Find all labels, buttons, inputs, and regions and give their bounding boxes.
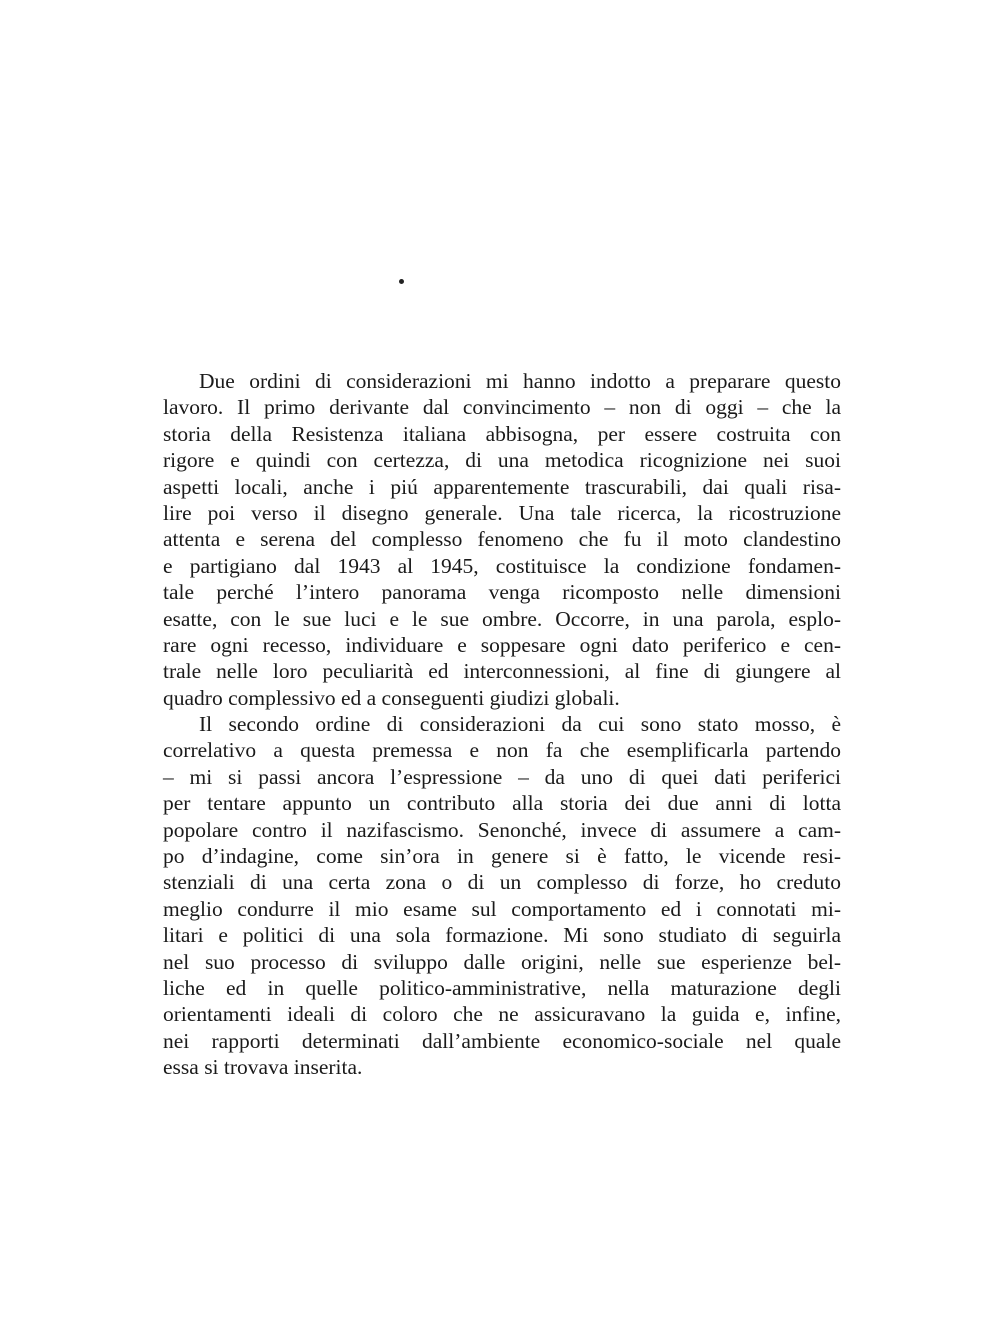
text-line: meglio condurre il mio esame sul comportamento ed i connotati mi-	[163, 896, 841, 921]
text-line: Il secondo ordine di considerazioni da cui sono stato mosso, è	[199, 712, 841, 737]
text-line: – mi si passi ancora l’espressione – da uno di quei dati periferici	[163, 764, 841, 789]
text-line: nel suo processo di sviluppo dalle origini, nelle sue esperienze bel-	[163, 949, 841, 974]
text-line: storia della Resistenza italiana abbisogna, per essere costruita con	[163, 421, 841, 446]
text-line: lire poi verso il disegno generale. Una tale ricerca, la ricostruzione	[163, 500, 841, 525]
paragraph-2	[163, 711, 841, 1080]
text-line: esatte, con le sue luci e le sue ombre. Occorre, in una parola, esplo-	[163, 606, 841, 631]
text-line: per tentare appunto un contributo alla storia dei due anni di lotta	[163, 791, 841, 816]
text-line: quadro complessivo ed a conseguenti giudizi globali.	[163, 685, 620, 710]
text-line: essa si trovava inserita.	[163, 1055, 363, 1080]
text-line: correlativo a questa premessa e non fa che esemplificarla partendo	[163, 738, 841, 763]
body-text	[163, 368, 841, 1081]
ink-dot	[399, 279, 404, 284]
text-line: aspetti locali, anche i piú apparentemente trascurabili, dai quali risa-	[163, 474, 841, 499]
text-line: popolare contro il nazifascismo. Senonché, invece di assumere a cam-	[163, 817, 841, 842]
text-line: nei rapporti determinati dall’ambiente economico-sociale nel quale	[163, 1028, 841, 1053]
text-line: Due ordini di considerazioni mi hanno indotto a preparare questo	[199, 369, 841, 393]
text-line: orientamenti ideali di coloro che ne assicuravano la guida e, infine,	[163, 1002, 841, 1027]
text-line: attenta e serena del complesso fenomeno che fu il moto clandestino	[163, 527, 841, 552]
text-line: trale nelle loro peculiarità ed interconnessioni, al fine di giungere al	[163, 659, 841, 684]
text-line: rare ogni recesso, individuare e soppesare ogni dato periferico e cen-	[163, 632, 841, 657]
text-line: tale perché l’intero panorama venga ricomposto nelle dimensioni	[163, 580, 841, 605]
text-line: po d’indagine, come sin’ora in genere si è fatto, le vicende resi-	[163, 844, 841, 869]
text-line: litari e politici di una sola formazione. Mi sono studiato di seguirla	[163, 923, 841, 948]
paragraph-1	[163, 368, 841, 711]
text-line: stenziali di una certa zona o di un complesso di forze, ho creduto	[163, 870, 841, 895]
text-line: rigore e quindi con certezza, di una metodica ricognizione nei suoi	[163, 448, 841, 473]
text-line: liche ed in quelle politico-amministrative, nella maturazione degli	[163, 975, 841, 1000]
text-line: e partigiano dal 1943 al 1945, costituisce la condizione fondamen-	[163, 553, 841, 578]
text-line: lavoro. Il primo derivante dal convincimento – non di oggi – che la	[163, 395, 841, 420]
